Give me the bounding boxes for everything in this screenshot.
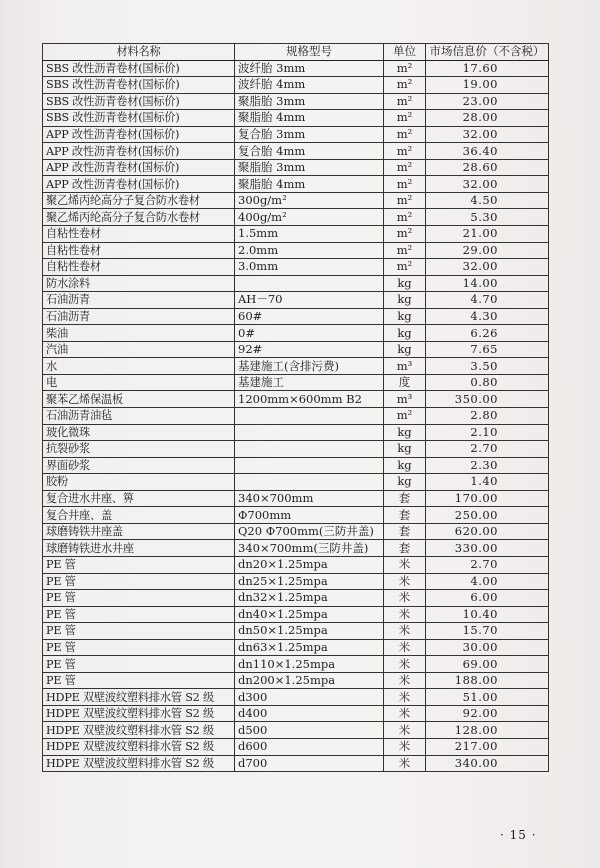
cell-spec-model: 复合胎 4mm	[235, 143, 384, 160]
table-row	[43, 192, 549, 209]
cell-material-name: PE 管	[43, 606, 235, 623]
cell-material-name: HDPE 双壁波纹塑料排水管 S2 级	[43, 738, 235, 755]
price-table	[42, 43, 549, 772]
table-row	[43, 226, 549, 243]
cell-spec-model	[235, 408, 384, 425]
cell-unit: m³	[384, 391, 426, 408]
cell-price: 2.70	[426, 441, 549, 458]
cell-spec-model: 波纤胎 3mm	[235, 60, 384, 77]
cell-spec-model: AH－70	[235, 292, 384, 309]
cell-price: 32.00	[426, 176, 549, 193]
cell-price: 6.26	[426, 325, 549, 342]
cell-material-name: PE 管	[43, 623, 235, 640]
cell-material-name: PE 管	[43, 556, 235, 573]
table-row	[43, 573, 549, 590]
table-row	[43, 540, 549, 557]
cell-price: 7.65	[426, 341, 549, 358]
cell-unit: 米	[384, 656, 426, 673]
cell-material-name: SBS 改性沥青卷材(国标价)	[43, 77, 235, 94]
cell-material-name: 石油沥青	[43, 308, 235, 325]
cell-material-name: 复合井座、盖	[43, 507, 235, 524]
cell-material-name: PE 管	[43, 639, 235, 656]
cell-unit: 米	[384, 573, 426, 590]
cell-unit: 米	[384, 606, 426, 623]
cell-spec-model: dn32×1.25mpa	[235, 590, 384, 607]
cell-spec-model: d600	[235, 738, 384, 755]
table-row	[43, 474, 549, 491]
cell-spec-model: dn63×1.25mpa	[235, 639, 384, 656]
table-row	[43, 556, 549, 573]
cell-spec-model: dn20×1.25mpa	[235, 556, 384, 573]
cell-spec-model: 0#	[235, 325, 384, 342]
cell-spec-model: 300g/m²	[235, 192, 384, 209]
cell-material-name: 石油沥青油毡	[43, 408, 235, 425]
table-row	[43, 374, 549, 391]
cell-price: 28.00	[426, 110, 549, 127]
cell-material-name: 水	[43, 358, 235, 375]
cell-unit: 米	[384, 556, 426, 573]
cell-spec-model: dn50×1.25mpa	[235, 623, 384, 640]
header-material-name: 材料名称	[43, 44, 235, 61]
cell-material-name: 聚乙烯丙纶高分子复合防水卷材	[43, 192, 235, 209]
cell-material-name: PE 管	[43, 590, 235, 607]
cell-unit: 米	[384, 705, 426, 722]
table-row	[43, 209, 549, 226]
table-row	[43, 755, 549, 772]
cell-material-name: SBS 改性沥青卷材(国标价)	[43, 110, 235, 127]
cell-price: 21.00	[426, 226, 549, 243]
cell-spec-model: dn200×1.25mpa	[235, 672, 384, 689]
cell-material-name: PE 管	[43, 573, 235, 590]
cell-price: 29.00	[426, 242, 549, 259]
cell-unit: m²	[384, 159, 426, 176]
table-row	[43, 325, 549, 342]
cell-material-name: PE 管	[43, 672, 235, 689]
cell-price: 170.00	[426, 490, 549, 507]
cell-material-name: 聚苯乙烯保温板	[43, 391, 235, 408]
cell-material-name: APP 改性沥青卷材(国标价)	[43, 176, 235, 193]
table-row	[43, 408, 549, 425]
table-row	[43, 457, 549, 474]
table-row	[43, 689, 549, 706]
cell-price: 92.00	[426, 705, 549, 722]
cell-price: 10.40	[426, 606, 549, 623]
table-row	[43, 590, 549, 607]
cell-unit: m²	[384, 143, 426, 160]
cell-price: 188.00	[426, 672, 549, 689]
cell-spec-model: dn110×1.25mpa	[235, 656, 384, 673]
cell-unit: kg	[384, 308, 426, 325]
table-row	[43, 292, 549, 309]
cell-material-name: APP 改性沥青卷材(国标价)	[43, 159, 235, 176]
cell-unit: 套	[384, 523, 426, 540]
cell-unit: m²	[384, 110, 426, 127]
cell-unit: m²	[384, 242, 426, 259]
cell-unit: 米	[384, 689, 426, 706]
table-row	[43, 507, 549, 524]
table-row	[43, 606, 549, 623]
cell-unit: m²	[384, 226, 426, 243]
table-row	[43, 523, 549, 540]
table-row	[43, 60, 549, 77]
cell-material-name: 抗裂砂浆	[43, 441, 235, 458]
cell-price: 32.00	[426, 126, 549, 143]
table-row	[43, 159, 549, 176]
table-row	[43, 77, 549, 94]
cell-price: 51.00	[426, 689, 549, 706]
cell-spec-model: dn25×1.25mpa	[235, 573, 384, 590]
cell-unit: 米	[384, 590, 426, 607]
cell-material-name: SBS 改性沥青卷材(国标价)	[43, 93, 235, 110]
cell-material-name: 电	[43, 374, 235, 391]
table-row	[43, 639, 549, 656]
cell-spec-model	[235, 441, 384, 458]
cell-material-name: HDPE 双壁波纹塑料排水管 S2 级	[43, 705, 235, 722]
table-row	[43, 672, 549, 689]
cell-unit: 米	[384, 672, 426, 689]
cell-unit: kg	[384, 441, 426, 458]
cell-price: 350.00	[426, 391, 549, 408]
table-row	[43, 623, 549, 640]
cell-unit: m²	[384, 60, 426, 77]
cell-spec-model: dn40×1.25mpa	[235, 606, 384, 623]
cell-spec-model: d300	[235, 689, 384, 706]
cell-material-name: 复合进水井座、箅	[43, 490, 235, 507]
cell-spec-model: 400g/m²	[235, 209, 384, 226]
cell-spec-model: 92#	[235, 341, 384, 358]
cell-price: 14.00	[426, 275, 549, 292]
cell-unit: m²	[384, 259, 426, 276]
cell-material-name: 玻化微珠	[43, 424, 235, 441]
header-unit: 单位	[384, 44, 426, 61]
cell-price: 32.00	[426, 259, 549, 276]
cell-price: 250.00	[426, 507, 549, 524]
cell-spec-model: d500	[235, 722, 384, 739]
cell-spec-model: 复合胎 3mm	[235, 126, 384, 143]
cell-unit: kg	[384, 275, 426, 292]
cell-material-name: SBS 改性沥青卷材(国标价)	[43, 60, 235, 77]
table-row	[43, 308, 549, 325]
cell-price: 3.50	[426, 358, 549, 375]
cell-unit: 米	[384, 639, 426, 656]
cell-price: 23.00	[426, 93, 549, 110]
table-row	[43, 424, 549, 441]
cell-price: 128.00	[426, 722, 549, 739]
cell-spec-model: 1200mm×600mm B2	[235, 391, 384, 408]
cell-unit: kg	[384, 424, 426, 441]
cell-spec-model: 聚脂胎 4mm	[235, 110, 384, 127]
cell-unit: kg	[384, 474, 426, 491]
cell-material-name: PE 管	[43, 656, 235, 673]
table-row	[43, 110, 549, 127]
table-row	[43, 441, 549, 458]
cell-material-name: HDPE 双壁波纹塑料排水管 S2 级	[43, 722, 235, 739]
cell-spec-model	[235, 424, 384, 441]
cell-unit: kg	[384, 341, 426, 358]
cell-material-name: 石油沥青	[43, 292, 235, 309]
cell-spec-model: 聚脂胎 3mm	[235, 159, 384, 176]
cell-price: 0.80	[426, 374, 549, 391]
cell-spec-model: 基建施工	[235, 374, 384, 391]
cell-spec-model: 60#	[235, 308, 384, 325]
table-row	[43, 358, 549, 375]
cell-spec-model: 340×700mm	[235, 490, 384, 507]
cell-price: 30.00	[426, 639, 549, 656]
cell-material-name: 自粘性卷材	[43, 242, 235, 259]
cell-price: 2.30	[426, 457, 549, 474]
cell-spec-model: 聚脂胎 3mm	[235, 93, 384, 110]
cell-material-name: HDPE 双壁波纹塑料排水管 S2 级	[43, 755, 235, 772]
table-row	[43, 656, 549, 673]
cell-spec-model: 2.0mm	[235, 242, 384, 259]
cell-material-name: 球磨铸铁进水井座	[43, 540, 235, 557]
cell-unit: m³	[384, 358, 426, 375]
cell-unit: m²	[384, 408, 426, 425]
table-row	[43, 722, 549, 739]
cell-spec-model	[235, 457, 384, 474]
cell-price: 4.50	[426, 192, 549, 209]
cell-price: 4.00	[426, 573, 549, 590]
table-row	[43, 490, 549, 507]
cell-price: 217.00	[426, 738, 549, 755]
header-market-price: 市场信息价（不含税）	[426, 44, 549, 61]
cell-unit: m²	[384, 93, 426, 110]
cell-unit: m²	[384, 126, 426, 143]
cell-material-name: 汽油	[43, 341, 235, 358]
cell-unit: 套	[384, 507, 426, 524]
header-spec-model: 规格型号	[235, 44, 384, 61]
cell-unit: kg	[384, 292, 426, 309]
cell-price: 2.70	[426, 556, 549, 573]
cell-price: 2.80	[426, 408, 549, 425]
cell-unit: 米	[384, 722, 426, 739]
cell-price: 340.00	[426, 755, 549, 772]
cell-spec-model: 3.0mm	[235, 259, 384, 276]
cell-material-name: 防水涂料	[43, 275, 235, 292]
cell-material-name: APP 改性沥青卷材(国标价)	[43, 126, 235, 143]
cell-unit: 米	[384, 623, 426, 640]
cell-unit: kg	[384, 325, 426, 342]
cell-unit: 套	[384, 540, 426, 557]
table-row	[43, 143, 549, 160]
cell-spec-model: Φ700mm	[235, 507, 384, 524]
cell-unit: 套	[384, 490, 426, 507]
cell-material-name: 自粘性卷材	[43, 259, 235, 276]
cell-unit: m²	[384, 209, 426, 226]
cell-spec-model	[235, 474, 384, 491]
table-row	[43, 391, 549, 408]
cell-price: 69.00	[426, 656, 549, 673]
cell-price: 620.00	[426, 523, 549, 540]
cell-unit: kg	[384, 457, 426, 474]
cell-price: 2.10	[426, 424, 549, 441]
cell-material-name: HDPE 双壁波纹塑料排水管 S2 级	[43, 689, 235, 706]
cell-unit: 米	[384, 755, 426, 772]
cell-price: 1.40	[426, 474, 549, 491]
cell-material-name: APP 改性沥青卷材(国标价)	[43, 143, 235, 160]
cell-material-name: 柴油	[43, 325, 235, 342]
cell-spec-model: Q20 Φ700mm(三防井盖)	[235, 523, 384, 540]
cell-spec-model: 基建施工(含排污费)	[235, 358, 384, 375]
cell-material-name: 聚乙烯丙纶高分子复合防水卷材	[43, 209, 235, 226]
table-row	[43, 93, 549, 110]
cell-material-name: 胶粉	[43, 474, 235, 491]
cell-price: 17.60	[426, 60, 549, 77]
cell-price: 19.00	[426, 77, 549, 94]
cell-price: 4.30	[426, 308, 549, 325]
cell-unit: 米	[384, 738, 426, 755]
cell-price: 5.30	[426, 209, 549, 226]
cell-spec-model: 波纤胎 4mm	[235, 77, 384, 94]
cell-price: 15.70	[426, 623, 549, 640]
cell-price: 4.70	[426, 292, 549, 309]
cell-price: 6.00	[426, 590, 549, 607]
cell-material-name: 界面砂浆	[43, 457, 235, 474]
table-row	[43, 341, 549, 358]
cell-spec-model: d700	[235, 755, 384, 772]
table-row	[43, 275, 549, 292]
cell-unit: 度	[384, 374, 426, 391]
table-row	[43, 705, 549, 722]
cell-price: 36.40	[426, 143, 549, 160]
cell-spec-model: 聚脂胎 4mm	[235, 176, 384, 193]
table-row	[43, 242, 549, 259]
page-number: · 15 ·	[500, 828, 537, 842]
cell-spec-model	[235, 275, 384, 292]
cell-unit: m²	[384, 77, 426, 94]
cell-unit: m²	[384, 192, 426, 209]
cell-spec-model: 340×700mm(三防井盖)	[235, 540, 384, 557]
table-row	[43, 176, 549, 193]
cell-price: 330.00	[426, 540, 549, 557]
cell-spec-model: d400	[235, 705, 384, 722]
table-row	[43, 738, 549, 755]
cell-price: 28.60	[426, 159, 549, 176]
table-body	[43, 60, 549, 772]
table-row	[43, 126, 549, 143]
table-row	[43, 259, 549, 276]
table-header-row	[43, 44, 549, 61]
cell-unit: m²	[384, 176, 426, 193]
cell-spec-model: 1.5mm	[235, 226, 384, 243]
cell-material-name: 球磨铸铁井座盖	[43, 523, 235, 540]
cell-material-name: 自粘性卷材	[43, 226, 235, 243]
